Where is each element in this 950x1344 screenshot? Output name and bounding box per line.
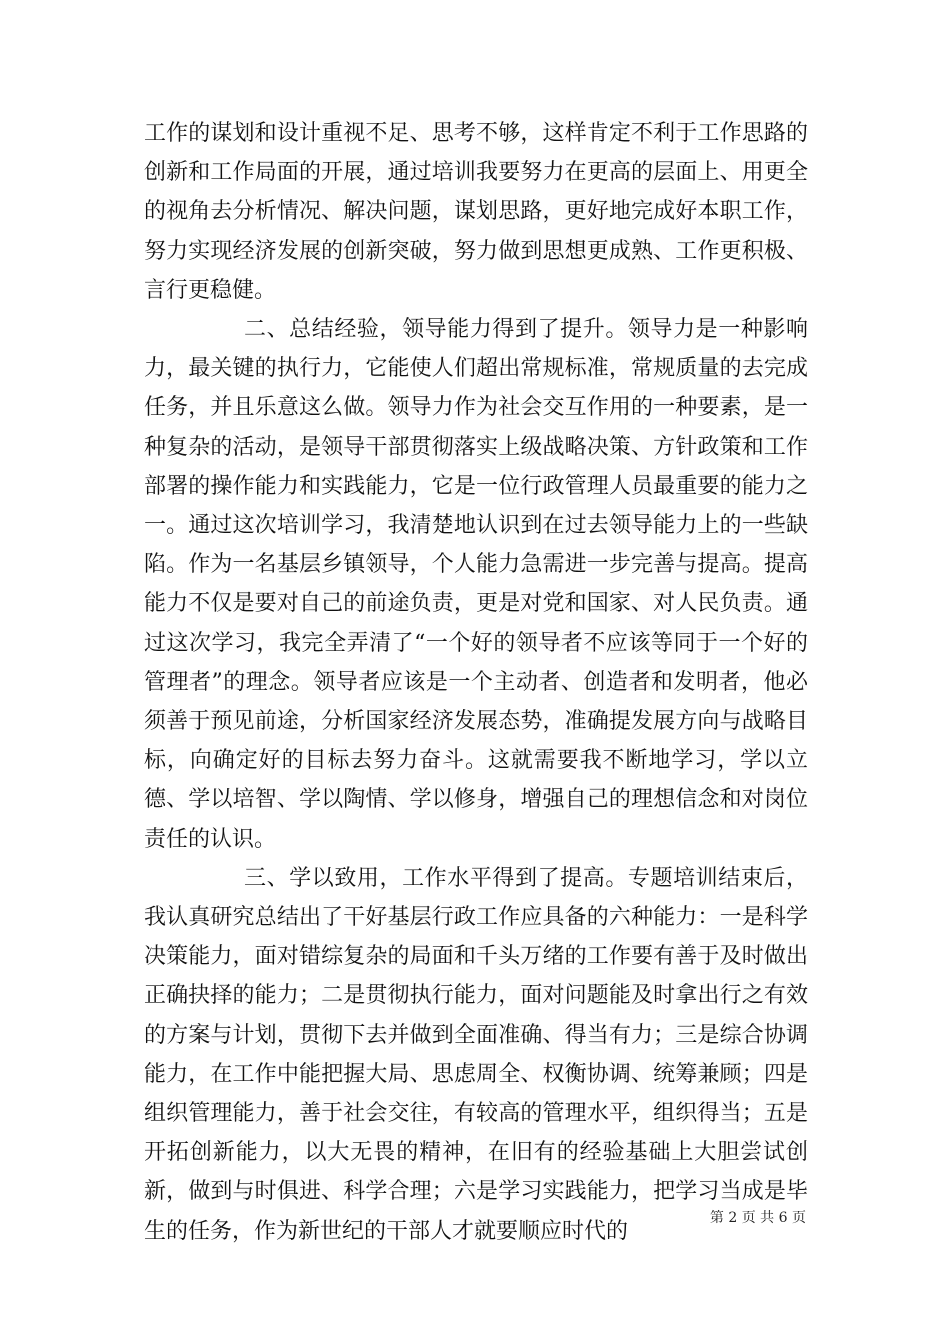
paragraph-continuation: 工作的谋划和设计重视不足、思考不够，这样肯定不利于工作思路的创新和工作局面的开展，通过培训我要努力在更高的层面上、用更全的视角去分析情况、解决问题，谋划思路，更好地完成好本职工作，努力实现经济发展的创新突破，努力做到思想更成熟、工作更积极、言行更稳健。 — [144, 121, 808, 303]
paragraph-section-two: 二、总结经验，领导能力得到了提升。领导力是一种影响力，最关键的执行力，它能使人们超出常规标准，常规质量的去完成任务，并且乐意这么做。领导力作为社会交互作用的一种要素，是一种复杂的活动，是领导干部贯彻落实上级战略决策、方针政策和工作部署的操作能力和实践能力，它是一位行政管理人员最重要的能力之一。通过这次培训学习，我清楚地认识到在过去领导能力上的一些缺陷。作为一名基层乡镇领导，个人能力急需进一步完善与提高。提高能力不仅是要对自己的前途负责，更是对党和国家、对人民负责。通过这次学习，我完全弄清了“一个好的领导者不应该等同于一个好的管理者”的理念。领导者应该是一个主动者、创造者和发明者，他必须善于预见前途，分析国家经济发展态势，准确提发展方向与战略目标，向确定好的目标去努力奋斗。这就需要我不断地学习，学以立德、学以培智、学以陶情、学以修身，增强自己的理想信念和对岗位责任的认识。 — [144, 317, 808, 852]
paragraph-section-three: 三、学以致用，工作水平得到了提高。专题培训结束后，我认真研究总结出了干好基层行政工作应具备的六种能力：一是科学决策能力，面对错综复杂的局面和千头万绪的工作要有善于及时做出正确抉择的能力；二是贯彻执行能力，面对问题能及时拿出行之有效的方案与计划，贯彻下去并做到全面准确、得当有力；三是综合协调能力，在工作中能把握大局、思虑周全、权衡协调、统筹兼顾；四是组织管理能力，善于社会交往，有较高的管理水平，组织得当；五是开拓创新能力，以大无畏的精神，在旧有的经验基础上大胆尝试创新，做到与时俱进、科学合理；六是学习实践能力，把学习当成是毕生的任务，作为新世纪的干部人才就要顺应时代的 — [144, 865, 808, 1244]
page-number-footer: 第 2 页 共 6 页 — [709, 1210, 806, 1226]
document-body — [144, 114, 808, 1251]
